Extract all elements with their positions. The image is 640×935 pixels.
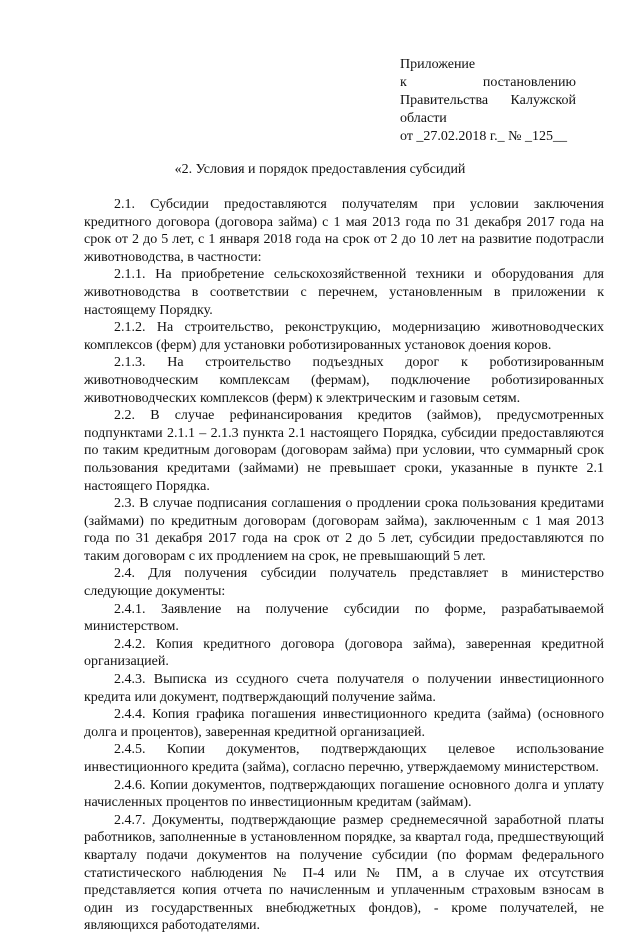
paragraph-2-4-4: 2.4.4. Копия графика погашения инвестиционного кредита (займа) (основного долга и процентов), заверенная кредитной организацией.	[84, 707, 604, 740]
paragraph-2-4: 2.4. Для получения субсидии получатель представляет в министерство следующие документы:	[84, 566, 604, 600]
paragraph-2-4-6: 2.4.6. Копии документов, подтверждающих погашение основного долга и уплату начисленных процентов по инвестиционным кредитам (займам).	[84, 777, 604, 811]
appendix-government: Правительства Калужской	[400, 93, 576, 108]
paragraph-2-1: 2.1. Субсидии предоставляются получателям при условии заключения кредитного договора (договора займа) с 1 мая 2013 года по 31 декабря 2017 года на срок от 2 до 5 лет, с 1 января 2018 года на срок от 2 до 10 лет на развитие подотрасли животноводства, в частности:	[84, 197, 604, 265]
paragraph-2-4-2: 2.4.2. Копия кредитного договора (договора займа), заверенная кредитной организацией.	[84, 636, 604, 670]
appendix-header	[400, 56, 576, 146]
paragraph-2-4-1: 2.4.1. Заявление на получение субсидии по форме, разрабатываемой министерством.	[84, 601, 604, 635]
paragraph-2-2: 2.2. В случае рефинансирования кредитов (займов), предусмотренных подпунктами 2.1.1 – 2.1.3 пункта 2.1 настоящего Порядка, субсидии предоставляются по таким кредитным договорам (договорам займа) при условии, что суммарный срок пользования кредитами (займами) не превышает сроки, указанные в пункте 2.1 настоящего Порядка.	[84, 408, 604, 494]
paragraph-2-3: 2.3. В случае подписания соглашения о продлении срока пользования кредитами (займами) по кредитным договорам (договорам займа), заключенным с 1 мая 2013 года по 31 декабря 2017 года на срок от 2 до 5 лет, субсидии предоставляются по таким договорам с их продлением на срок, не превышающий 5 лет.	[84, 496, 604, 564]
section-title: «2. Условия и порядок предоставления субсидий	[174, 162, 466, 177]
appendix-region: области	[400, 111, 447, 126]
paragraph-2-1-1: 2.1.1. На приобретение сельскохозяйственной техники и оборудования для животноводства в соответствии с перечнем, установленным в приложении к настоящему Порядку.	[84, 267, 604, 318]
appendix-date-number: от _27.02.2018 г._ № _125__	[400, 129, 567, 144]
document-body	[84, 196, 604, 935]
paragraph-2-4-3: 2.4.3. Выписка из ссудного счета получателя о получении инвестиционного кредита или документ, подтверждающий получение займа.	[84, 672, 604, 705]
paragraph-2-1-2: 2.1.2. На строительство, реконструкцию, модернизацию животноводческих комплексов (ферм) для установки роботизированных установок доения коров.	[84, 320, 604, 353]
paragraph-2-4-5: 2.4.5. Копии документов, подтверждающих целевое использование инвестиционного кредита (займа), согласно перечню, утверждаемому министерством.	[84, 742, 604, 775]
appendix-to-resolution: к постановлению	[400, 75, 576, 90]
paragraph-2-4-7: 2.4.7. Документы, подтверждающие размер среднемесячной заработной платы работников, заполненные в установленном порядке, за квартал года, предшествующий кварталу подачи документов на получение субсидии (по формам федерального статистического наблюдения № П-4 или № ПМ, а в случае их отсутствия представляется копия отчета по начисленным и уплаченным страховым взносам в один из государственных внебюджетных фондов), - кроме получателей, не являющихся работодателями.	[84, 812, 604, 934]
paragraph-2-1-3: 2.1.3. На строительство подъездных дорог к роботизированным животноводческим комплексам (фермам), подключение роботизированных животноводческих комплексов (ферм) к электрическим и газовым сетям.	[84, 355, 604, 406]
appendix-title: Приложение	[400, 57, 476, 72]
